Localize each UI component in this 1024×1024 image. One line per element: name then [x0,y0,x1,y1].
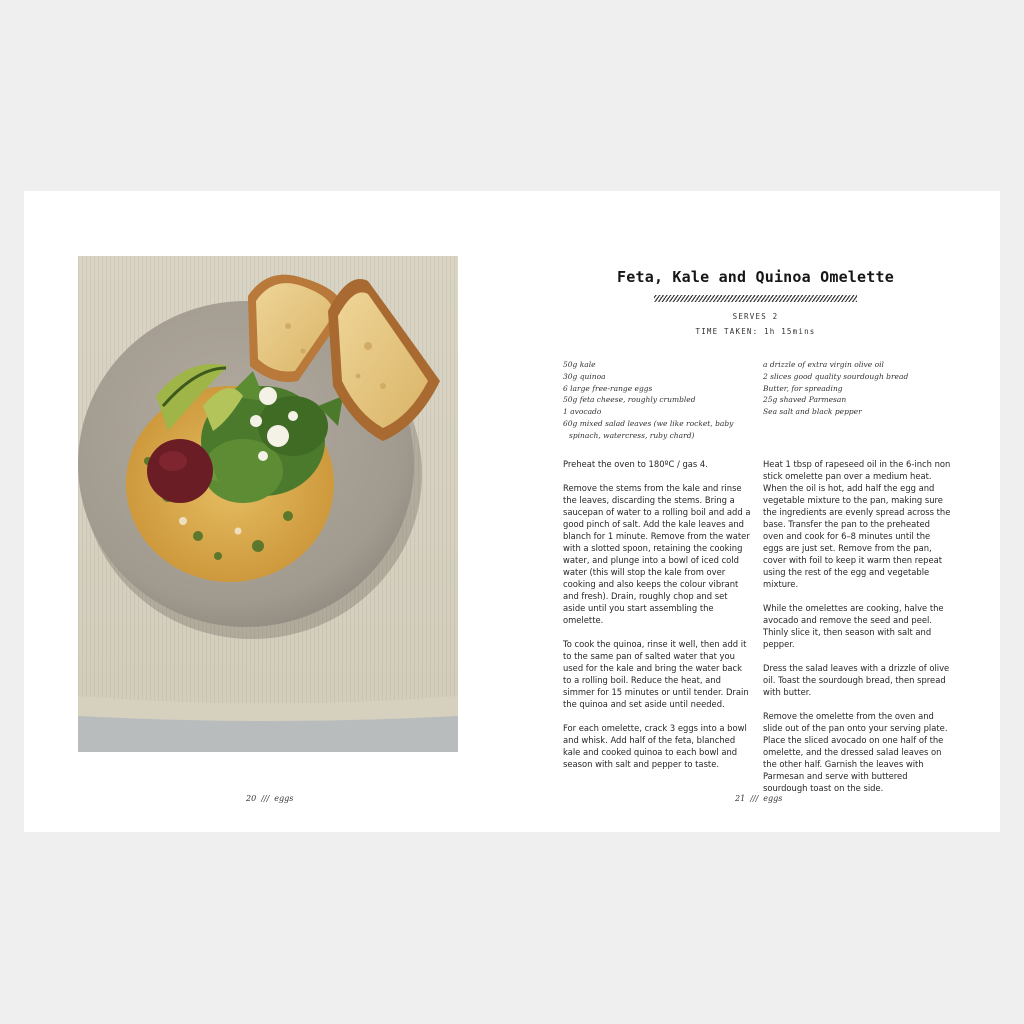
left-folio-separator: /// [261,794,270,803]
ingredient-item: 25g shaved Parmesan [763,395,847,405]
ingredient-item: Butter, for spreading [763,383,843,393]
left-page-number [246,794,293,803]
food-illustration [78,256,458,752]
right-folio-number: 21 [735,794,746,803]
ingredients-list-left [563,359,753,442]
method-step: Remove the omelette from the oven and slide out of the pan onto your serving plate. Place the sliced avocado on one half of the omelette, and the dressed salad leaves on the other half. Garnish the leaves with Parmesan and serve with buttered sourdough toast on the side. [763,711,948,793]
ingredient-item: 30g quinoa [563,371,606,381]
method-step: Preheat the oven to 180ºC / gas 4. [563,459,708,469]
time-taken-label: TIME TAKEN: 1h 15mins [695,327,816,336]
ingredient-item: 1 avocado [563,407,602,417]
ingredient-item: 2 slices good quality sourdough bread [763,371,909,381]
method-step: For each omelette, crack 3 eggs into a bowl and whisk. Add half of the feta, blanched kale and cooked quinoa to each bowl and season with salt and pepper to taste. [563,723,747,769]
ingredient-item: Sea salt and black pepper [763,407,862,417]
right-folio-section: eggs [763,794,783,803]
omelette-photo [78,256,458,752]
book-spread [24,191,1000,832]
method-step: Heat 1 tbsp of rapeseed oil in the 6-inch non stick omelette pan over a medium heat. When the oil is hot, add half the egg and vegetable mixture to the pan, making sure the ingredients are evenly spread across the base. Transfer the pan to the preheated oven and cook for 6–8 minutes until the eggs are just set. Remove from the pan, cover with foil to keep it warm then repeat using the rest of the egg and vegetable mixture. [763,459,951,589]
serves-label: SERVES 2 [732,312,779,321]
method-step: While the omelettes are cooking, halve the avocado and remove the seed and peel. Thinly slice it, then season with salt and pepper. [763,603,944,649]
ingredient-item: a drizzle of extra virgin olive oil [763,360,884,369]
method-step: Remove the stems from the kale and rinse the leaves, discarding the stems. Bring a saucepan of water to a rolling boil and add a good pinch of salt. Add the kale leaves and blanch for 1 minute. Remove from the water with a slotted spoon, retaining the cooking water, and plunge into a bowl of iced cold water (this will stop the kale from over cooking and also keeps the colour vibrant and fresh). Drain, roughly chop and set aside until you start assembling the omelette. [563,483,751,625]
title-rule [654,295,857,302]
ingredient-item: 50g feta cheese, roughly crumbled [563,395,696,405]
ingredient-item: 60g mixed salad leaves (we like rocket, baby spinach, watercress, ruby chard) [563,418,734,440]
cloth-fringe [78,696,458,721]
beetroot-dip [147,439,213,503]
ingredients-list-right [763,359,953,418]
ingredient-item: 50g kale [563,360,596,369]
right-folio-separator: /// [750,794,759,803]
left-folio-number: 20 [246,794,257,803]
left-folio-section: eggs [274,794,294,803]
method-step: Dress the salad leaves with a drizzle of olive oil. Toast the sourdough bread, then spread with butter. [763,663,950,697]
method-column-right [763,458,951,806]
method-step: To cook the quinoa, rinse it well, then add it to the same pan of salted water that you used for the kale and bring the water back to a rolling boil. Reduce the heat, and simmer for 15 minutes or until tender. Drain the quinoa and set aside until needed. [563,639,749,709]
recipe-title: Feta, Kale and Quinoa Omelette [617,268,894,286]
method-column-left [563,458,751,782]
right-page-number [735,794,782,803]
ingredient-item: 6 large free-range eggs [563,383,653,393]
